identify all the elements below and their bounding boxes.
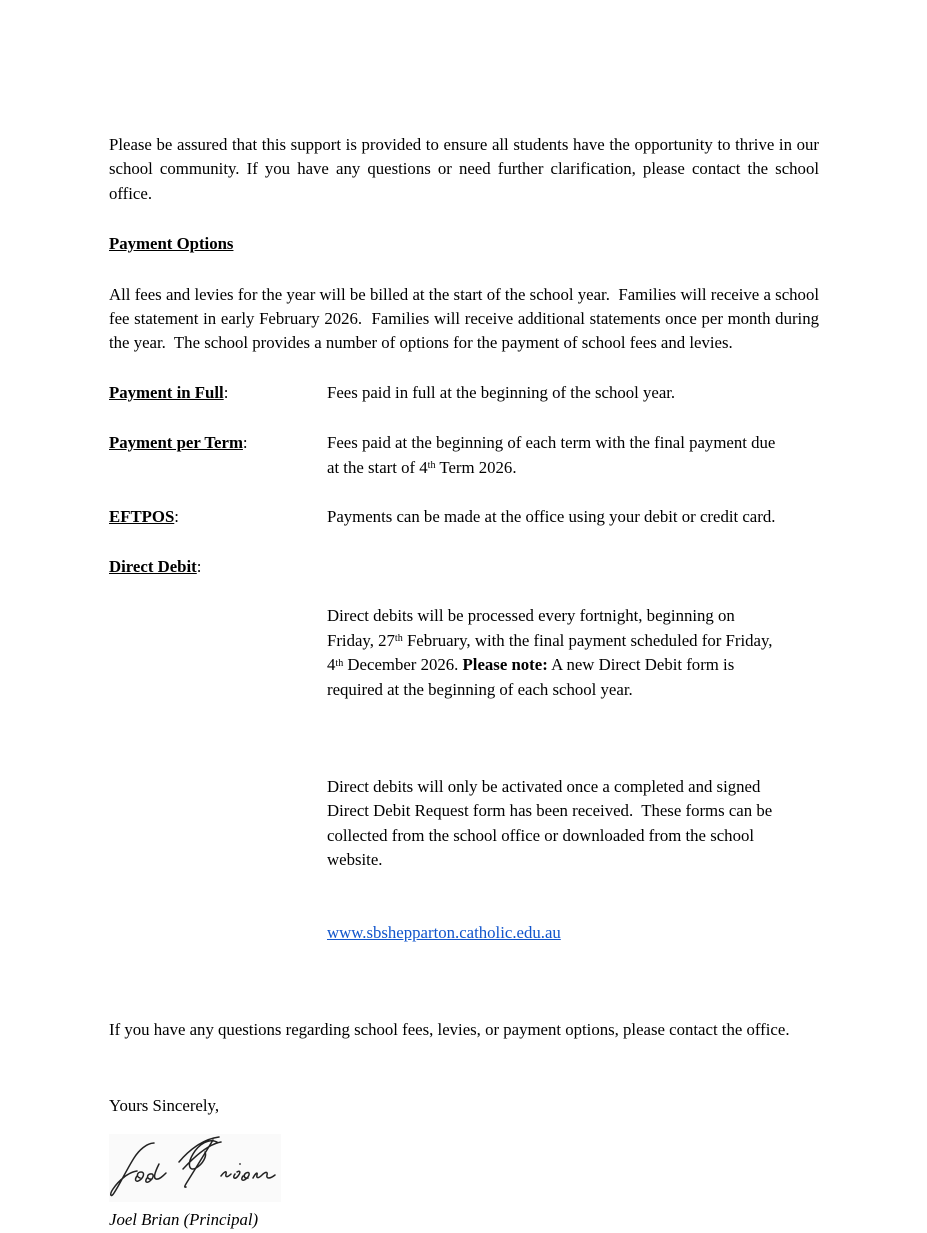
signature-i-dot bbox=[239, 1163, 241, 1165]
payment-row-per-term bbox=[109, 431, 819, 480]
direct-debit-paragraph-1: Direct debits will be processed every fortnight, beginning on Friday, 27th February, with the final payment scheduled for Friday, 4th December 2026. Please note: A new Direct Debit form is required at the beginning of each school year. bbox=[327, 606, 773, 699]
website-link-line bbox=[327, 921, 819, 945]
signature-stroke-rian bbox=[221, 1171, 275, 1180]
payment-row-direct-debit bbox=[109, 555, 819, 994]
payment-row-label bbox=[109, 505, 327, 529]
payment-row-colon: : bbox=[223, 382, 229, 402]
closing-paragraph: If you have any questions regarding school fees, levies, or payment options, please contact the office. bbox=[109, 1020, 790, 1040]
payment-row-label-text: Payment per Term bbox=[109, 433, 243, 453]
signature-stroke-j bbox=[111, 1143, 154, 1196]
payment-options-heading: Payment Options bbox=[109, 234, 234, 254]
payment-row-desc: Fees paid in full at the beginning of the school year. bbox=[327, 382, 676, 402]
signature-stroke-b-loops bbox=[179, 1137, 221, 1169]
intro-paragraph: Please be assured that this support is provided to ensure all students have the opportunity to thrive in our school community. If you have any questions or need further clarification, please contact the school office. bbox=[109, 135, 824, 203]
payment-row-colon: : bbox=[196, 557, 202, 577]
payment-row-colon: : bbox=[242, 433, 248, 453]
payment-row-label bbox=[109, 431, 327, 455]
payment-row-eftpos bbox=[109, 505, 819, 529]
payment-row-desc: Fees paid at the beginning of each term with the final payment due at the start of 4th Term 2026. bbox=[327, 433, 776, 477]
payment-row-desc: Payments can be made at the office using your debit or credit card. bbox=[327, 507, 776, 527]
signature-image bbox=[109, 1134, 281, 1202]
payment-row-label bbox=[109, 381, 327, 405]
payment-row-label bbox=[109, 555, 327, 579]
payment-row-colon: : bbox=[174, 507, 179, 527]
payment-row-full bbox=[109, 381, 819, 405]
website-link[interactable]: www.sbshepparton.catholic.edu.au bbox=[327, 923, 561, 943]
signature-svg bbox=[109, 1134, 281, 1202]
billing-paragraph: All fees and levies for the year will be billed at the start of the school year. Families will receive a school fee statement in early February 2026. Families will receive additional statements once per month during the year. The school provides a number of options for the payment of school fees and levies. bbox=[109, 284, 824, 353]
payment-row-desc bbox=[327, 555, 819, 994]
letter-content bbox=[109, 133, 824, 1233]
signoff: Yours Sincerely, bbox=[109, 1095, 220, 1115]
signatory-name: Joel Brian (Principal) bbox=[109, 1210, 259, 1230]
direct-debit-paragraph-2: Direct debits will only be activated once a completed and signed Direct Debit Request form has been received. These forms can be collected from the school office or downloaded from the school website. bbox=[327, 776, 773, 869]
payment-row-label-text: Direct Debit bbox=[109, 557, 197, 577]
payment-row-label-text: Payment in Full bbox=[109, 382, 224, 402]
signature-stroke-oel bbox=[136, 1164, 166, 1182]
payment-row-label-text: EFTPOS bbox=[109, 507, 175, 527]
